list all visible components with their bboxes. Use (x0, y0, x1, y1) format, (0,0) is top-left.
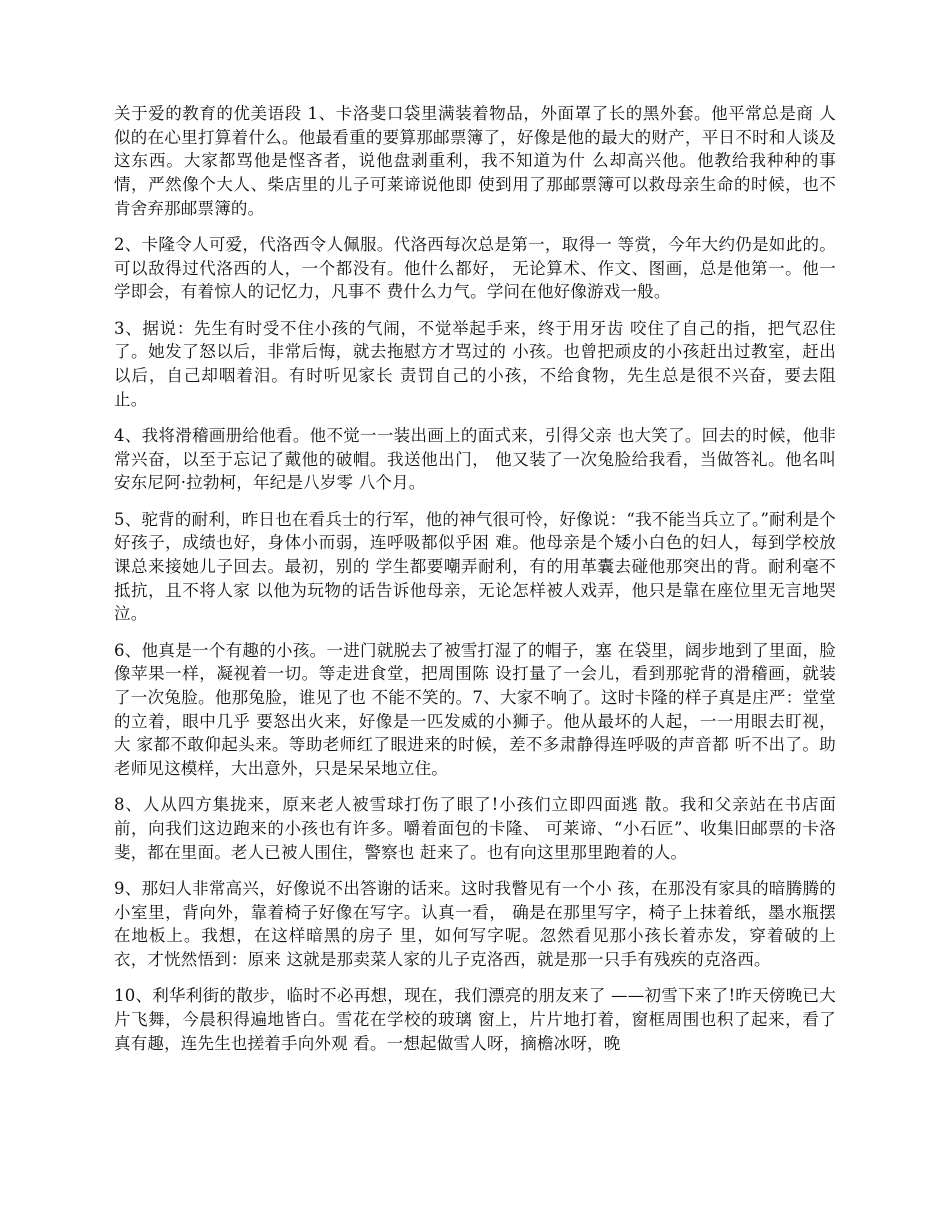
paragraph-1: 关于爱的教育的优美语段 1、卡洛斐口袋里满装着物品，外面罩了长的黑外套。他平常总是商 人似的在心里打算着什么。他最看重的要算那邮票簿了，好像是他的最大的财产，平日不时和人谈及这东西。大家都骂他是悭吝者，说他盘剥重利，我不知道为什 么却高兴他。他教给我种种的事情，严然像个大人、柴店里的儿子可莱谛说他即 使到用了那邮票簿可以救母亲生命的时候，也不肯舍弃那邮票簿的。 (114, 104, 836, 218)
paragraph-5: 5、驼背的耐利，昨日也在看兵士的行军，他的神气很可怜，好像说：“我不能当兵立了。”耐利是个好孩子，成绩也好，身体小而弱，连呼吸都似乎困 难。他母亲是个矮小白色的妇人，每到学校放课总来接她儿子回去。最初，别的 学生都要嘲弄耐利，有的用革囊去碰他那突出的背。耐利毫不抵抗，且不将人家 以他为玩物的话告诉他母亲，无论怎样被人戏弄，他只是靠在座位里无言地哭泣。 (114, 509, 836, 624)
paragraph-10: 10、利华利街的散步，临时不必再想，现在，我们漂亮的朋友来了 ——初雪下来了!昨天傍晚已大片飞舞，今晨积得遍地皆白。雪花在学校的玻璃 窗上，片片地打着，窗框周围也积了起来，看了真有趣，连先生也搓着手向外观 看。一想起做雪人呀，摘檐冰呀，晚 (114, 986, 836, 1053)
paragraph-4: 4、我将滑稽画册给他看。他不觉一一装出画上的面式来，引得父亲 也大笑了。回去的时候，他非常兴奋，以至于忘记了戴他的破帽。我送他出门， 他又装了一次兔脸给我看，当做答礼。他名叫安东尼阿·拉勃柯，年纪是八岁零 八个月。 (114, 425, 836, 493)
paragraph-9: 9、那妇人非常高兴，好像说不出答谢的话来。这时我瞥见有一个小 孩，在那没有家具的暗腾腾的小室里，背向外，靠着椅子好像在写字。认真一看， 确是在那里写字，椅子上抹着纸，墨水瓶摆在地板上。我想，在这样暗黑的房子 里，如何写字呢。忽然看见那小孩长着赤发，穿着破的上衣，才恍然悟到：原来 这就是那卖菜人家的儿子克洛西，就是那一只手有残疾的克洛西。 (114, 878, 836, 969)
paragraph-2: 2、卡隆令人可爱，代洛西令人佩服。代洛西每次总是第一，取得一 等赏，今年大约仍是如此的。可以敌得过代洛西的人，一个都没有。他什么都好， 无论算术、作文、图画，总是他第一。他一学即会，有着惊人的记忆力，凡事不 费什么力气。学问在他好像游戏一般。 (114, 235, 836, 302)
document-page (114, 102, 836, 1068)
paragraph-8: 8、人从四方集拢来，原来老人被雪球打伤了眼了!小孩们立即四面逃 散。我和父亲站在书店面前，向我们这边跑来的小孩也有许多。嚼着面包的卡隆、 可莱谛、“小石匠”、收集旧邮票的卡洛斐，都在里面。老人已被人围住，警察也 赶来了。也有向这里那里跑着的人。 (114, 795, 836, 862)
paragraph-6: 6、他真是一个有趣的小孩。一进门就脱去了被雪打湿了的帽子，塞 在袋里，阔步地到了里面，脸像苹果一样，凝视着一切。等走进食堂，把周围陈 设打量了一会儿，看到那驼背的滑稽画，就装了一次兔脸。他那兔脸，谁见了也 不能不笑的。7、大家不响了。这时卡隆的样子真是庄严：堂堂的立着，眼中几乎 要怒出火来，好像是一匹发威的小狮子。他从最坏的人起，一一用眼去盯视，大 家都不敢仰起头来。等助老师红了眼进来的时候，差不多肃静得连呼吸的声音都 听不出了。助老师见这模样，大出意外，只是呆呆地立住。 (114, 640, 836, 779)
paragraph-3: 3、据说：先生有时受不住小孩的气闹，不觉举起手来，终于用牙齿 咬住了自己的指，把气忍住了。她发了怒以后，非常后悔，就去拖慰方才骂过的 小孩。也曾把顽皮的小孩赶出过教室，赶出以后，自己却咽着泪。有时听见家长 责罚自己的小孩，不给食物，先生总是很不兴奋，要去阻止。 (114, 318, 836, 409)
